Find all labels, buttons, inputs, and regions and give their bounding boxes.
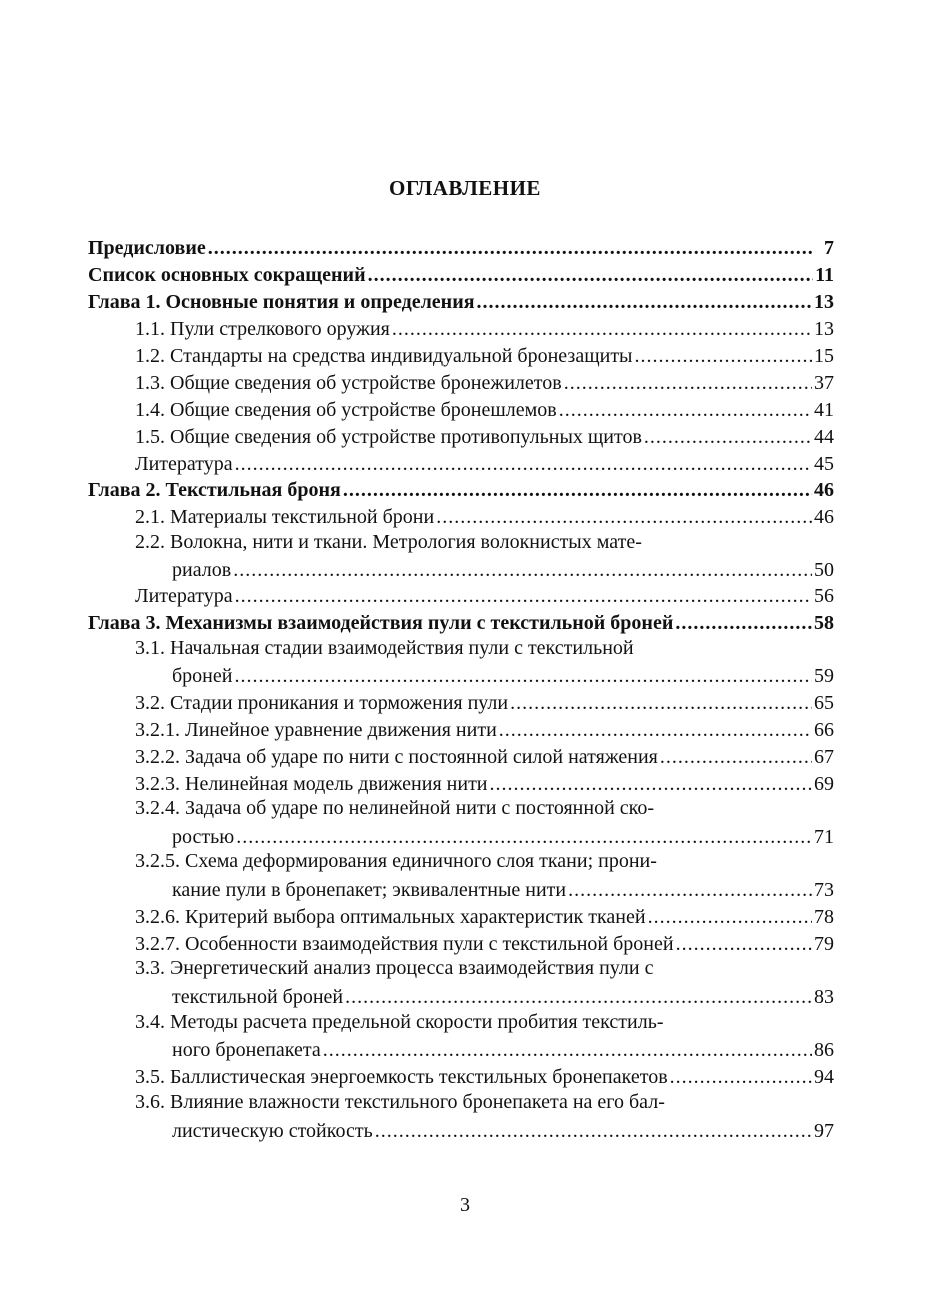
- toc-entry-title: 1.5. Общие сведения об устройстве противопульных щитов: [135, 426, 642, 448]
- toc-entry-title: 3.2. Стадии проникания и торможения пули: [135, 692, 509, 714]
- toc-entry-page: 83: [814, 986, 834, 1008]
- toc-entry-title: 1.2. Стандарты на средства индивидуальной бронезащиты: [135, 345, 633, 367]
- toc-leader: [676, 932, 812, 956]
- toc-entry-title: 3.2.4. Задача об ударе по нелинейной нити с постоянной ско-: [135, 797, 655, 819]
- toc-entry: [135, 423, 834, 449]
- toc-leader: [345, 985, 812, 1009]
- toc-entry: [88, 234, 834, 260]
- toc-entry: [135, 716, 834, 742]
- toc-entry-page: 37: [814, 372, 834, 394]
- toc-leader: [343, 478, 812, 502]
- toc-leader: [675, 611, 812, 635]
- toc-entry: [135, 450, 834, 476]
- toc-entry: [172, 662, 834, 688]
- toc-leader: [670, 1065, 812, 1089]
- toc-entry-page: 13: [814, 318, 834, 340]
- toc-leader: [233, 558, 812, 582]
- toc-leader: [368, 263, 814, 287]
- toc-leader: [375, 1119, 812, 1143]
- toc-entry-title: Глава 1. Основные понятия и определения: [88, 291, 475, 313]
- toc-entry-page: 94: [814, 1066, 834, 1088]
- toc-entry-title: 3.2.1. Линейное уравнение движения нити: [135, 719, 497, 741]
- toc-entry-page: 71: [814, 826, 834, 848]
- toc-entry: [135, 930, 834, 956]
- toc-entry: [172, 823, 834, 849]
- toc-entry-page: 45: [814, 453, 834, 475]
- toc-entry-title: Глава 2. Текстильная броня: [88, 479, 341, 501]
- toc-leader: [323, 1038, 812, 1062]
- toc-entry-page: 79: [814, 933, 834, 955]
- toc-entry-title: 1.1. Пули стрелкового оружия: [135, 318, 390, 340]
- toc-leader: [477, 290, 812, 314]
- toc-entry-title: 2.2. Волокна, нити и ткани. Метрология волокнистых мате-: [135, 531, 642, 553]
- toc-entry-page: 65: [814, 692, 834, 714]
- toc-entry: [172, 1117, 834, 1143]
- toc-entry-page: 58: [814, 612, 834, 634]
- toc-leader: [499, 718, 812, 742]
- toc-entry-title: 3.1. Начальная стадии взаимодействия пули с текстильной: [135, 637, 634, 659]
- toc-entry-page: 86: [814, 1039, 834, 1061]
- toc-entry: [135, 770, 834, 796]
- toc-entry: [135, 903, 834, 929]
- toc-entry-title: Глава 3. Механизмы взаимодействия пули с текстильной броней: [88, 612, 674, 634]
- toc-entry: [135, 315, 834, 341]
- toc-leader: [236, 825, 812, 849]
- toc-entry-continuation: риалов: [172, 559, 232, 581]
- toc-entry: [135, 743, 834, 769]
- toc-leader: [392, 317, 812, 341]
- toc-entry-page: 44: [814, 426, 834, 448]
- toc-entry-title: Литература: [135, 453, 233, 475]
- toc-entry-page: 67: [814, 746, 834, 768]
- toc-entry: [135, 342, 834, 368]
- toc-leader: [490, 772, 812, 796]
- toc-entry-title: 3.2.6. Критерий выбора оптимальных характеристик тканей: [135, 906, 646, 928]
- toc-leader: [660, 745, 812, 769]
- toc-entry-title: 3.2.3. Нелинейная модель движения нити: [135, 773, 488, 795]
- toc-entry-page: 7: [824, 237, 834, 259]
- toc-entry-title: 3.3. Энергетический анализ процесса взаимодействия пули с: [135, 957, 654, 979]
- toc-entry: [88, 288, 834, 314]
- toc-leader: [235, 452, 812, 476]
- toc-leader: [635, 344, 813, 368]
- toc-entry: [135, 396, 834, 422]
- toc-entry: [172, 876, 834, 902]
- toc-entry: [135, 503, 834, 529]
- toc-leader: [648, 905, 812, 929]
- toc-entry-page: 46: [814, 506, 834, 528]
- toc-entry: [135, 582, 834, 608]
- toc-entry-page: 15: [814, 345, 834, 367]
- toc-entry-page: 56: [814, 585, 834, 607]
- toc-entry-title: 3.4. Методы расчета предельной скорости пробития текстиль-: [135, 1011, 664, 1033]
- toc-entry-page: 66: [814, 719, 834, 741]
- toc-entry-title: 3.2.2. Задача об ударе по нити с постоянной силой натяжения: [135, 746, 658, 768]
- toc-entry-page: 41: [814, 399, 834, 421]
- toc-entry-page: 11: [815, 264, 834, 286]
- toc-leader: [234, 664, 812, 688]
- toc-entry-title: 3.2.5. Схема деформирования единичного слоя ткани; прони-: [135, 850, 657, 872]
- toc-leader: [235, 584, 812, 608]
- toc-entry-title: Литература: [135, 585, 233, 607]
- toc-entry-title: Предисловие: [88, 237, 206, 259]
- toc-heading: ОГЛАВЛЕНИЕ: [389, 176, 541, 200]
- toc-entry-title: 1.3. Общие сведения об устройстве бронежилетов: [135, 372, 562, 394]
- toc-entry-continuation: ростью: [172, 826, 235, 848]
- toc-entry: [88, 609, 834, 635]
- toc-entry: [135, 1063, 834, 1089]
- toc-entry: [172, 556, 834, 582]
- page-number: 3: [460, 1194, 470, 1216]
- toc-entry-title: 3.5. Баллистическая энергоемкость текстильных бронепакетов: [135, 1066, 668, 1088]
- toc-entry-title: 1.4. Общие сведения об устройстве бронешлемов: [135, 399, 557, 421]
- toc-entry: [88, 476, 834, 502]
- toc-entry-page: 97: [814, 1120, 834, 1142]
- toc-entry: [135, 689, 834, 715]
- toc-entry: [135, 369, 834, 395]
- toc-entry-title: 3.6. Влияние влажности текстильного бронепакета на его бал-: [135, 1091, 665, 1113]
- toc-leader: [568, 878, 812, 902]
- toc-leader: [208, 236, 814, 260]
- toc-entry-continuation: листическую стойкость: [172, 1120, 373, 1142]
- toc-entry: [172, 1036, 834, 1062]
- toc-leader: [510, 691, 812, 715]
- toc-entry-continuation: текстильной броней: [172, 986, 344, 1008]
- toc-entry-continuation: кание пули в бронепакет; эквивалентные нити: [172, 879, 567, 901]
- toc-entry: [88, 261, 834, 287]
- toc-leader: [559, 398, 812, 422]
- toc-entry-continuation: ного бронепакета: [172, 1039, 321, 1061]
- toc-entry-page: 73: [814, 879, 834, 901]
- toc-entry-page: 50: [814, 559, 834, 581]
- toc-entry-page: 46: [814, 479, 834, 501]
- toc-entry-page: 59: [814, 665, 834, 687]
- toc-entry-page: 13: [814, 291, 834, 313]
- toc-leader: [644, 425, 812, 449]
- toc-entry-title: 2.1. Материалы текстильной брони: [135, 506, 435, 528]
- toc-entry-page: 78: [814, 906, 834, 928]
- toc-entry-page: 69: [814, 773, 834, 795]
- toc-leader: [436, 505, 812, 529]
- toc-entry-continuation: броней: [172, 665, 233, 687]
- toc-entry: [172, 983, 834, 1009]
- toc-entry-title: 3.2.7. Особенности взаимодействия пули с текстильной броней: [135, 933, 674, 955]
- toc-entry-title: Список основных сокращений: [88, 264, 366, 286]
- toc-leader: [564, 371, 812, 395]
